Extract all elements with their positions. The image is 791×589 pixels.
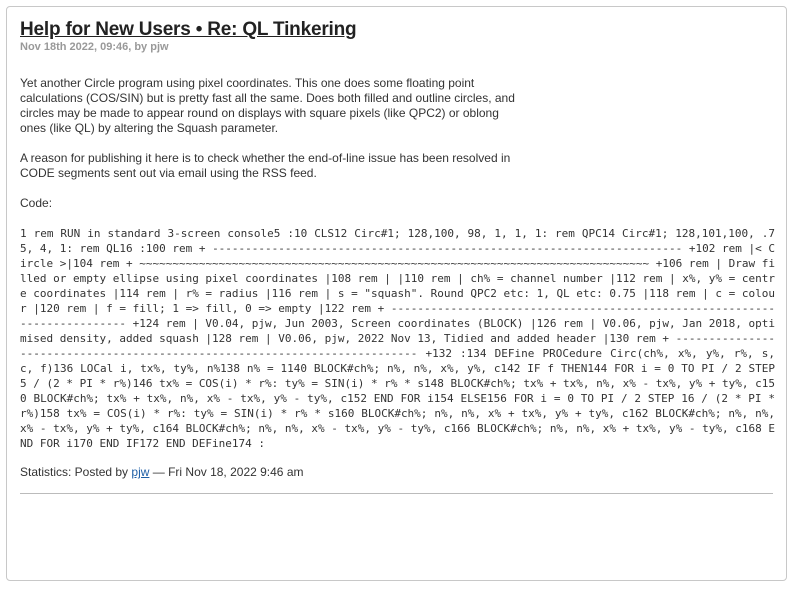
post-title-link[interactable]: Help for New Users • Re: QL Tinkering	[20, 19, 357, 40]
post-paragraph-2: A reason for publishing it here is to check whether the end-of-line issue has been resolved in CODE segments sent out via email using the RSS feed.	[20, 151, 511, 180]
code-label: Code:	[20, 196, 53, 210]
post-card	[6, 6, 787, 581]
post-paragraph-1: Yet another Circle program using pixel coordinates. This one does some floating point calculations (COS/SIN) but is pretty fast all the same. Does both filled and outline circles, and circles may be made to appear round on displays with square pixels (like QPC2) or oblong ones (like QL) by altering the Squash parameter.	[20, 76, 515, 135]
stats-date: — Fri Nov 18, 2022 9:46 am	[152, 465, 304, 479]
code-block: 1 rem RUN in standard 3-screen console5 :10 CLS12 Circ#1; 128,100, 98, 1, 1, 1: rem QPC14 Circ#1; 128,101,100, .75, 4, 1: rem QL16 :100 rem + ----------------------------------------------------------------------- +102 rem |< Circle >|104 rem + ~~~~~~~~~~~~~~~~~~~~~~~~~~~~~~~~~~~~~~~~~~~~~~~~~~~~~~~~~~~~~~~~~~~~~~~~~~~~~ +106 rem | Draw filled or empty ellipse using pixel coordinates |108 rem | |110 rem | ch% = channel number |112 rem | x%, y% = centre coordinates |114 rem | r% = radius |116 rem | s = "squash". Round QPC2 etc: 1, QL etc: 0.75 |118 rem | c = colour |120 rem | f = fill; 1 => fill, 0 => empty |122 rem + -------------------------------------------------------------------------- +124 rem | V0.04, pjw, Jun 2003, Screen coordinates (BLOCK) |126 rem | V0.06, pjw, Jan 2018, optimised density, added squash |128 rem | V0.06, pjw, 2022 Nov 13, Tidied and added header |130 rem + --------------------------------------------------------------------------- +132 :134 DEFine PROCedure Circ(ch%, x%, y%, r%, s, c, f)136 LOCal i, tx%, ty%, n%138 n% = 1140 BLOCK#ch%; n%, n%, x%, y%, c142 IF f THEN144 FOR i = 0 TO PI / 2 STEP 5 / (2 * PI * r%)146 tx% = COS(i) * r%: ty% = SIN(i) * r% * s148 BLOCK#ch%; tx% + tx%, n%, x% - tx%, y% + ty%, c150 BLOCK#ch%; tx% + tx%, n%, x% - tx%, y% - ty%, c152 END FOR i154 ELSE156 FOR i = 0 TO PI / 2 STEP 16 / (2 * PI * r%)158 tx% = COS(i) * r%: ty% = SIN(i) * r% * s160 BLOCK#ch%; n%, n%, x% + tx%, y% + ty%, c162 BLOCK#ch%; n%, n%, x% - tx%, y% + ty%, c164 BLOCK#ch%; n%, n%, x% - tx%, y% - ty%, c166 BLOCK#ch%; n%, n%, x% + tx%, y% - ty%, c168 END FOR i170 END IF172 END DEFine174 :	[20, 227, 775, 450]
post-content	[20, 18, 775, 494]
divider	[20, 493, 773, 494]
stats-prefix: Statistics: Posted by	[20, 465, 129, 479]
post-statistics	[20, 465, 775, 480]
post-meta: Nov 18th 2022, 09:46, by pjw	[20, 41, 169, 53]
author-link[interactable]: pjw	[131, 465, 150, 479]
